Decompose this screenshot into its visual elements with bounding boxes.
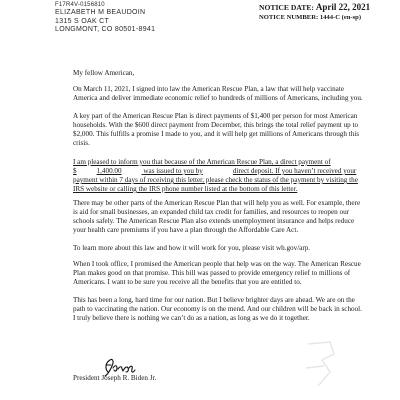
notice-number-label: NOTICE NUMBER: xyxy=(259,14,319,21)
paragraph-payment-notice xyxy=(73,158,363,194)
paragraph-promise: When I took office, I promised the American people that help was on the way. The American Rescue Plan makes good on that promise. This bill was passed to provide emergency relief to millions of Americans. I want to be sure you receive all the benefits that you are entitled to. xyxy=(73,260,361,286)
paragraph-direct-payments: A key part of the American Rescue Plan is direct payments of $1,400 per person for most American households. With the $600 direct payment from December, this brings the total relief payment up to $2,000. This fulfills a promise I made to you, and it will help get millions of Americans through this crisis. xyxy=(73,112,360,147)
document-code: F17R4V-0156810 xyxy=(55,2,105,8)
notice-date-value: April 22, 2021 xyxy=(315,2,371,12)
recipient-name: ELIZABETH M BEAUDOIN xyxy=(55,9,146,16)
show-through-mark-icon xyxy=(300,338,342,390)
notice-date-row xyxy=(259,2,370,13)
payment-issued-text: was issued to you by xyxy=(143,167,203,175)
notice-info xyxy=(259,2,370,23)
paragraph-closing-thoughts: This has been a long, hard time for our nation. But I believe brighter days are ahead. We are on the path to vaccinating the nation. Our economy is on the mend. And our children will be back in school. I truly believe there is nothing we can’t do as a nation, as long as we do it together. xyxy=(73,296,362,322)
payment-dollar-sign: $ xyxy=(73,167,77,175)
payment-method: direct deposit. xyxy=(232,167,274,175)
payment-notice-intro: I am pleased to inform you that because of the American Rescue Plan, a direct payment of xyxy=(73,158,331,166)
paragraph-signing: On March 11, 2021, I signed into law the American Rescue Plan, a law that will help vaccinate America and deliver immediate economic relief to hundreds of millions of Americans, including you. xyxy=(73,85,363,102)
recipient-street: 1315 S OAK CT xyxy=(55,17,110,25)
payment-amount: 1,400.00 xyxy=(96,167,122,175)
recipient-city: LONGMONT, CO 80501-8941 xyxy=(55,26,156,34)
letter-greeting: My fellow American, xyxy=(73,69,135,77)
notice-number-row xyxy=(259,13,370,23)
notice-number-value: 1444-C (en-sp) xyxy=(319,14,362,21)
payment-status-instructions: If you haven’t received your payment within 7 days of receiving this letter, please check the status of the payment by visiting the IRS website or calling the IRS phone number listed at the bottom of this letter. xyxy=(73,167,358,193)
closing-signoff: President Joseph R. Biden Jr. xyxy=(73,374,157,382)
paragraph-learn-more: To learn more about this law and how it will work for you, please visit wh.gov/arp. xyxy=(73,244,311,252)
paragraph-other-benefits: There may be other parts of the American Rescue Plan that will help you as well. For example, there is aid for small businesses, an expanded child tax credit for families, and resources to reopen our schools safely. The American Rescue Plan also extends unemployment insurance and helps reduce your health care premiums if you have a plan through the Affordable Care Act. xyxy=(73,199,361,234)
recipient-address-block xyxy=(55,2,155,35)
notice-date-label: NOTICE DATE: xyxy=(259,3,314,12)
